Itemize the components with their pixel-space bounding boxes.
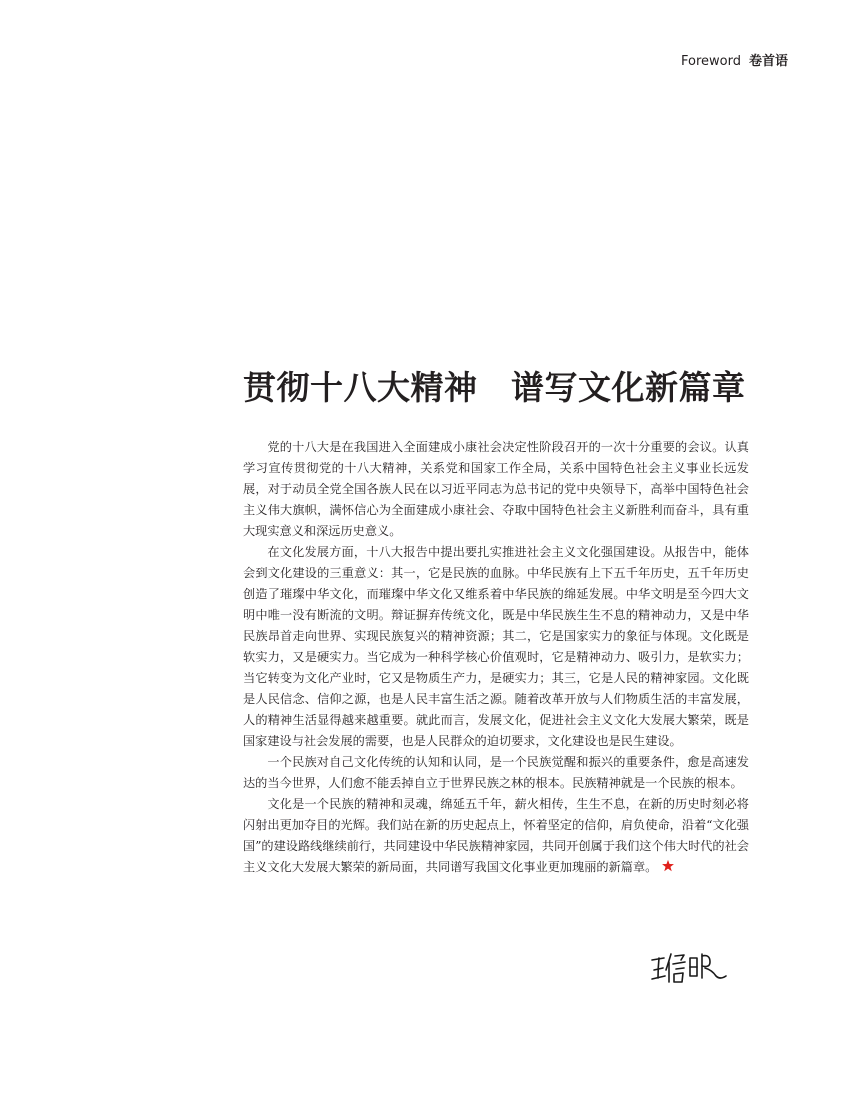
paragraph-2: 在文化发展方面，十八大报告中提出要扎实推进社会主义文化强国建设。从报告中，能体会到文化建设的三重意义：其一，它是民族的血脉。中华民族有上下五千年历史，五千年历史创造了璀璨中华文化，而璀璨中华文化又维系着中华民族的绵延发展。中华文明是至今四大文明中唯一没有断流的文明。辩证摒弃传统文化，既是中华民族生生不息的精神动力，又是中华民族昂首走向世界、实现民族复兴的精神资源；其二，它是国家实力的象征与体现。文化既是软实力，又是硬实力。当它成为一种科学核心价值观时，它是精神动力、吸引力，是软实力；当它转变为文化产业时，它又是物质生产力，是硬实力；其三，它是人民的精神家园。文化既是人民信念、信仰之源，也是人民丰富生活之源。随着改革开放与人们物质生活的丰富发展，人的精神生活显得越来越重要。就此而言，发展文化，促进社会主义文化大发展大繁荣，既是国家建设与社会发展的需要，也是人民群众的迫切要求，文化建设也是民生建设。 — [243, 545, 749, 748]
signature — [650, 946, 732, 990]
article-body — [243, 437, 749, 878]
star-icon — [661, 859, 675, 873]
paragraph-4 — [243, 794, 749, 878]
header-chinese: 卷首语 — [748, 54, 788, 69]
running-head — [681, 50, 788, 69]
header-english: Foreword — [681, 54, 741, 69]
paragraph-3: 一个民族对自己文化传统的认知和认同，是一个民族觉醒和振兴的重要条件，愈是高速发达的当今世界，人们愈不能丢掉自立于世界民族之林的根本。民族精神就是一个民族的根本。 — [243, 755, 749, 790]
article-title: 贯彻十八大精神 谱写文化新篇章 — [243, 368, 746, 407]
paragraph-1: 党的十八大是在我国进入全面建成小康社会决定性阶段召开的一次十分重要的会议。认真学习宣传贯彻党的十八大精神，关系党和国家工作全局，关系中国特色社会主义事业长远发展，对于动员全党全国各族人民在以习近平同志为总书记的党中央领导下，高举中国特色社会主义伟大旗帜，满怀信心为全面建成小康社会、夺取中国特色社会主义新胜利而奋斗，具有重大现实意义和深远历史意义。 — [243, 440, 749, 538]
star-shape — [662, 860, 674, 871]
paragraph-4-text: 文化是一个民族的精神和灵魂，绵延五千年，薪火相传，生生不息，在新的历史时刻必将闪射出更加夺目的光辉。我们站在新的历史起点上，怀着坚定的信仰，肩负使命，沿着“文化强国”的建设路线继续前行，共同建设中华民族精神家园，共同开创属于我们这个伟大时代的社会主义文化大发展大繁荣的新局面，共同谱写我国文化事业更加瑰丽的新篇章。 — [243, 797, 749, 874]
